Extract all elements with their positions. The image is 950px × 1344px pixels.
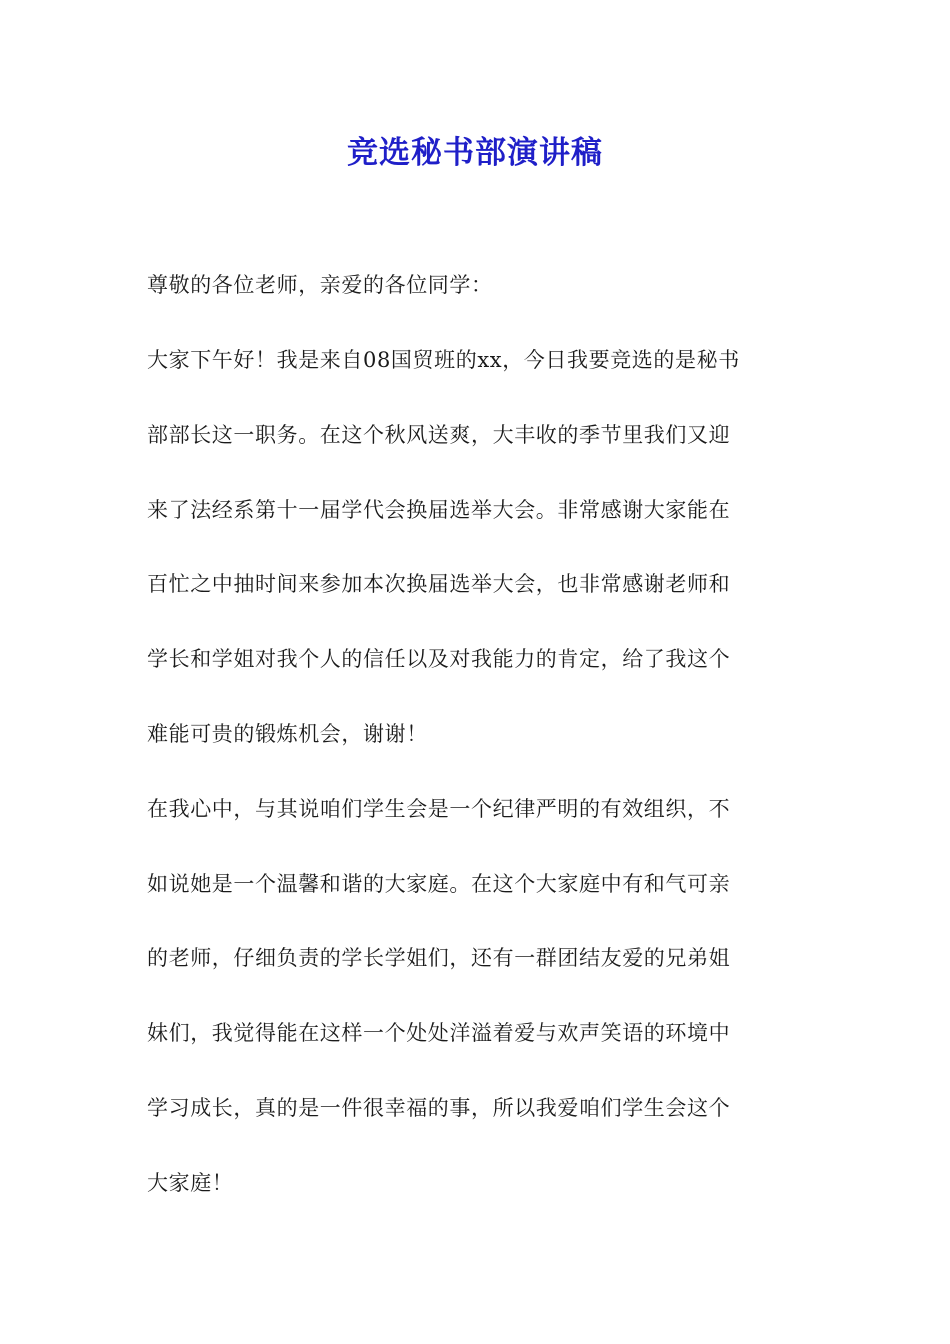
paragraph-line: 大家下午好！我是来自08国贸班的xx，今日我要竞选的是秘书 <box>147 348 740 372</box>
paragraph-line: 如说她是一个温馨和谐的大家庭。在这个大家庭中有和气可亲 <box>147 872 731 896</box>
paragraph-line: 的老师，仔细负责的学长学姐们，还有一群团结友爱的兄弟姐 <box>147 946 731 970</box>
paragraph-line: 部部长这一职务。在这个秋风送爽，大丰收的季节里我们又迎 <box>147 423 731 447</box>
salutation-line: 尊敬的各位老师，亲爱的各位同学： <box>147 273 493 297</box>
paragraph-line: 来了法经系第十一届学代会换届选举大会。非常感谢大家能在 <box>147 498 731 522</box>
paragraph-line: 百忙之中抽时间来参加本次换届选举大会，也非常感谢老师和 <box>147 572 731 596</box>
paragraph-line: 大家庭！ <box>147 1171 234 1195</box>
paragraph-line: 学长和学姐对我个人的信任以及对我能力的肯定，给了我这个 <box>147 647 731 671</box>
paragraph-line: 在我心中，与其说咱们学生会是一个纪律严明的有效组织，不 <box>147 797 731 821</box>
document-title: 竞选秘书部演讲稿 <box>347 135 603 171</box>
paragraph-line: 难能可贵的锻炼机会，谢谢！ <box>147 722 428 746</box>
paragraph-line: 妹们，我觉得能在这样一个处处洋溢着爱与欢声笑语的环境中 <box>147 1021 731 1045</box>
paragraph-line: 学习成长，真的是一件很幸福的事，所以我爱咱们学生会这个 <box>147 1096 731 1120</box>
